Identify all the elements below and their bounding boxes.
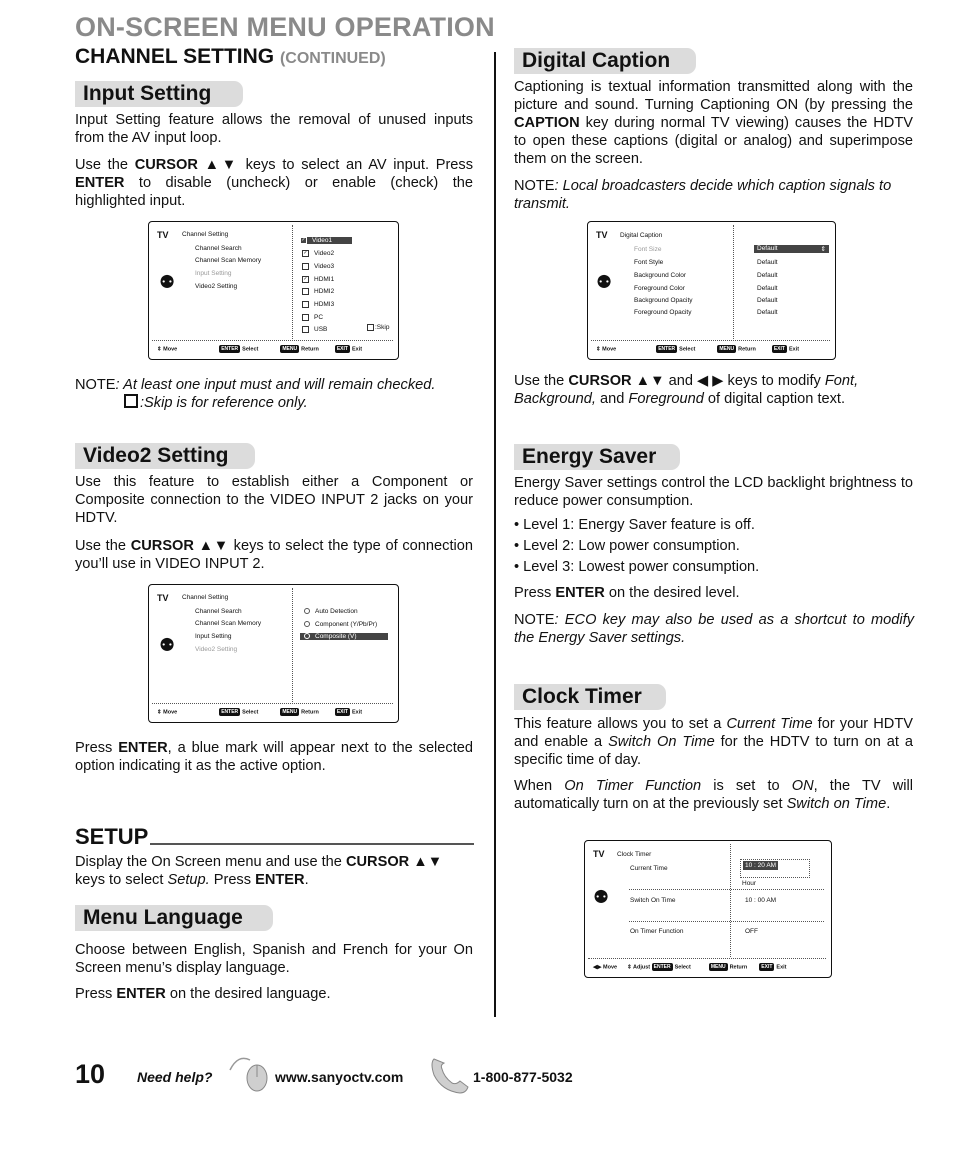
- current-time-field[interactable]: 10 : 20 AM: [740, 859, 810, 878]
- clock-row: Current Time: [630, 865, 668, 872]
- phone-icon: [428, 1053, 472, 1097]
- skip-box-icon: [124, 394, 138, 408]
- input-setting-p2: Use the CURSOR ▲▼ keys to select an AV input. Press ENTER to disable (uncheck) or enable (check) the highlighted input.: [75, 157, 474, 209]
- screen-title: Channel Setting: [182, 594, 229, 601]
- menu-item: Video2 Setting: [195, 283, 238, 290]
- caption-value: Default: [757, 309, 778, 316]
- screen-footer: ⇕ Move ENTER Select MENU Return EXIT Exit: [596, 346, 800, 353]
- energy-saver-p1: Energy Saver settings control the LCD backlight brightness to reduce power consumption.: [514, 475, 913, 509]
- clock-timer-p2: When On Timer Function is set to ON, the TV will automatically turn on at the previously set Switch on Time.: [514, 778, 913, 812]
- clock-timer-heading-text: Clock Timer: [522, 685, 642, 708]
- caption-row: Foreground Color: [634, 285, 685, 292]
- digital-caption-heading-text: Digital Caption: [522, 49, 671, 72]
- section-title-text: CHANNEL SETTING: [75, 45, 275, 68]
- video2-setting-heading-text: Video2 Setting: [83, 444, 229, 467]
- need-help-label: Need help?: [137, 1069, 213, 1085]
- tv-label: TV: [593, 849, 605, 859]
- menu-item: Channel Search: [195, 245, 242, 252]
- hour-label: Hour: [742, 880, 757, 887]
- caption-row: Background Opacity: [634, 297, 693, 304]
- tv-label: TV: [157, 593, 169, 603]
- section-title-suffix: (CONTINUED): [279, 50, 386, 67]
- input-setting-note2: :Skip is for reference only.: [124, 394, 474, 412]
- energy-level: • Level 2: Low power consumption.: [514, 538, 740, 554]
- menu-language-heading: [75, 905, 273, 931]
- option-row: ✓ Video1: [300, 237, 352, 244]
- menu-item: Input Setting: [195, 270, 232, 277]
- caption-value: Default: [757, 272, 778, 279]
- option-row: Composite (V): [300, 633, 388, 640]
- page-number: 10: [75, 1059, 106, 1089]
- person-icon: ⚉: [596, 272, 613, 292]
- caption-row: Font Style: [634, 259, 664, 266]
- menu-item: Channel Search: [195, 608, 242, 615]
- option-row: HDMI3: [302, 301, 334, 308]
- digital-caption-p1: Captioning is textual information transmitted along with the picture and sound. Turning Captioning ON (by pressing the CAPTION key during normal TV viewing) causes the HDTV to open these captions (digital or analog) and superimpose them on the screen.: [514, 79, 913, 167]
- option-row: PC: [302, 314, 323, 321]
- support-url[interactable]: www.sanyoctv.com: [275, 1069, 404, 1085]
- input-setting-heading: [75, 81, 243, 107]
- energy-saver-p2: Press ENTER on the desired level.: [514, 585, 740, 601]
- energy-saver-note: NOTE: ECO key may also be used as a shortcut to modify the Energy Saver settings.: [514, 612, 914, 646]
- caption-row: Foreground Opacity: [634, 309, 692, 316]
- screen-footer: ⇕ Move ENTER Select MENU Return EXIT Exit: [157, 346, 363, 353]
- energy-saver-heading: [514, 444, 680, 470]
- setup-rule: [150, 843, 474, 845]
- setup-p1: Display the On Screen menu and use the CURSOR ▲▼ keys to select Setup. Press ENTER.: [75, 854, 443, 888]
- video2-setting-p3: Press ENTER, a blue mark will appear next to the selected option indicating it as the active option.: [75, 740, 473, 774]
- caption-value: Default: [757, 285, 778, 292]
- option-row: Component (Y/Pb/Pr): [304, 621, 377, 628]
- screen-title: Channel Setting: [182, 231, 229, 238]
- clock-row: Switch On Time: [630, 897, 676, 904]
- video2-setting-screen: [148, 584, 399, 723]
- clock-timer-heading: [514, 684, 666, 710]
- menu-item: Channel Scan Memory: [195, 620, 262, 627]
- column-divider: [494, 52, 496, 1017]
- option-row: USB: [302, 326, 327, 333]
- clock-row: On Timer Function: [630, 928, 684, 935]
- option-row: ✓ Video2: [303, 250, 335, 258]
- input-setting-heading-text: Input Setting: [83, 82, 212, 105]
- digital-caption-p2: Use the CURSOR ▲▼ and ◀ ▶ keys to modify Font, Background, and Foreground of digital caption text.: [514, 373, 859, 407]
- tv-label: TV: [157, 230, 169, 240]
- switch-on-value: 10 : 00 AM: [745, 897, 777, 904]
- energy-saver-heading-text: Energy Saver: [522, 445, 657, 468]
- screen-footer: ◀▶ Move ⇕ Adjust ENTER Select MENU Return EXIT Exit: [593, 964, 787, 971]
- digital-caption-note: NOTE: Local broadcasters decide which caption signals to transmit.: [514, 178, 892, 212]
- video2-setting-p2: Use the CURSOR ▲▼ keys to select the type of connection you’ll use in VIDEO INPUT 2.: [75, 538, 473, 572]
- energy-level: • Level 1: Energy Saver feature is off.: [514, 517, 755, 533]
- input-setting-note: NOTE: At least one input must and will remain checked.: [75, 377, 436, 393]
- input-setting-p1: Input Setting feature allows the removal of unused inputs from the AV input loop.: [75, 112, 473, 146]
- screen-title: Digital Caption: [620, 232, 663, 239]
- energy-level: • Level 3: Lowest power consumption.: [514, 559, 760, 575]
- skip-legend: :Skip: [367, 324, 389, 331]
- person-icon: ⚉: [159, 272, 176, 292]
- menu-language-p2: Press ENTER on the desired language.: [75, 986, 331, 1002]
- tv-label: TV: [596, 230, 608, 240]
- menu-item: Channel Scan Memory: [195, 257, 262, 264]
- caption-row: Background Color: [634, 272, 687, 279]
- timer-function-value: OFF: [745, 928, 758, 935]
- screen-title: Clock Timer: [617, 851, 652, 858]
- page-title: ON-SCREEN MENU OPERATION: [75, 12, 495, 42]
- option-row: Auto Detection: [304, 608, 358, 615]
- menu-item: Video2 Setting: [195, 646, 238, 653]
- digital-caption-screen: [587, 221, 836, 360]
- person-icon: ⚉: [593, 887, 610, 907]
- clock-timer-screen: [584, 840, 832, 978]
- video2-setting-p1: Use this feature to establish either a Component or Composite connection to the VIDEO INPUT 2 jacks on your HDTV.: [75, 474, 473, 526]
- caption-value: Default: [757, 259, 778, 266]
- person-icon: ⚉: [159, 635, 176, 655]
- menu-language-p1: Choose between English, Spanish and French for your On Screen menu’s display language.: [75, 942, 473, 976]
- mouse-icon: [228, 1050, 270, 1092]
- video2-setting-heading: [75, 443, 255, 469]
- option-row: Video3: [302, 263, 334, 270]
- screen-footer: ⇕ Move ENTER Select MENU Return EXIT Exit: [157, 709, 363, 716]
- caption-row: Font Size: [634, 246, 662, 253]
- option-row: HDMI2: [302, 288, 334, 295]
- menu-item: Input Setting: [195, 633, 232, 640]
- clock-timer-p1: This feature allows you to set a Current Time for your HDTV and enable a Switch On Time for the HDTV to turn on at a specific time of day.: [514, 716, 913, 768]
- section-title: [75, 45, 386, 69]
- digital-caption-heading: [514, 48, 696, 74]
- support-phone: 1-800-877-5032: [473, 1069, 573, 1085]
- setup-heading: SETUP: [75, 824, 149, 849]
- caption-value: Default: [757, 297, 778, 304]
- input-setting-screen: [148, 221, 399, 360]
- option-row: ✓ HDMI1: [303, 276, 335, 284]
- menu-language-heading-text: Menu Language: [83, 906, 243, 929]
- caption-value-selected[interactable]: Default ⇕: [754, 245, 829, 253]
